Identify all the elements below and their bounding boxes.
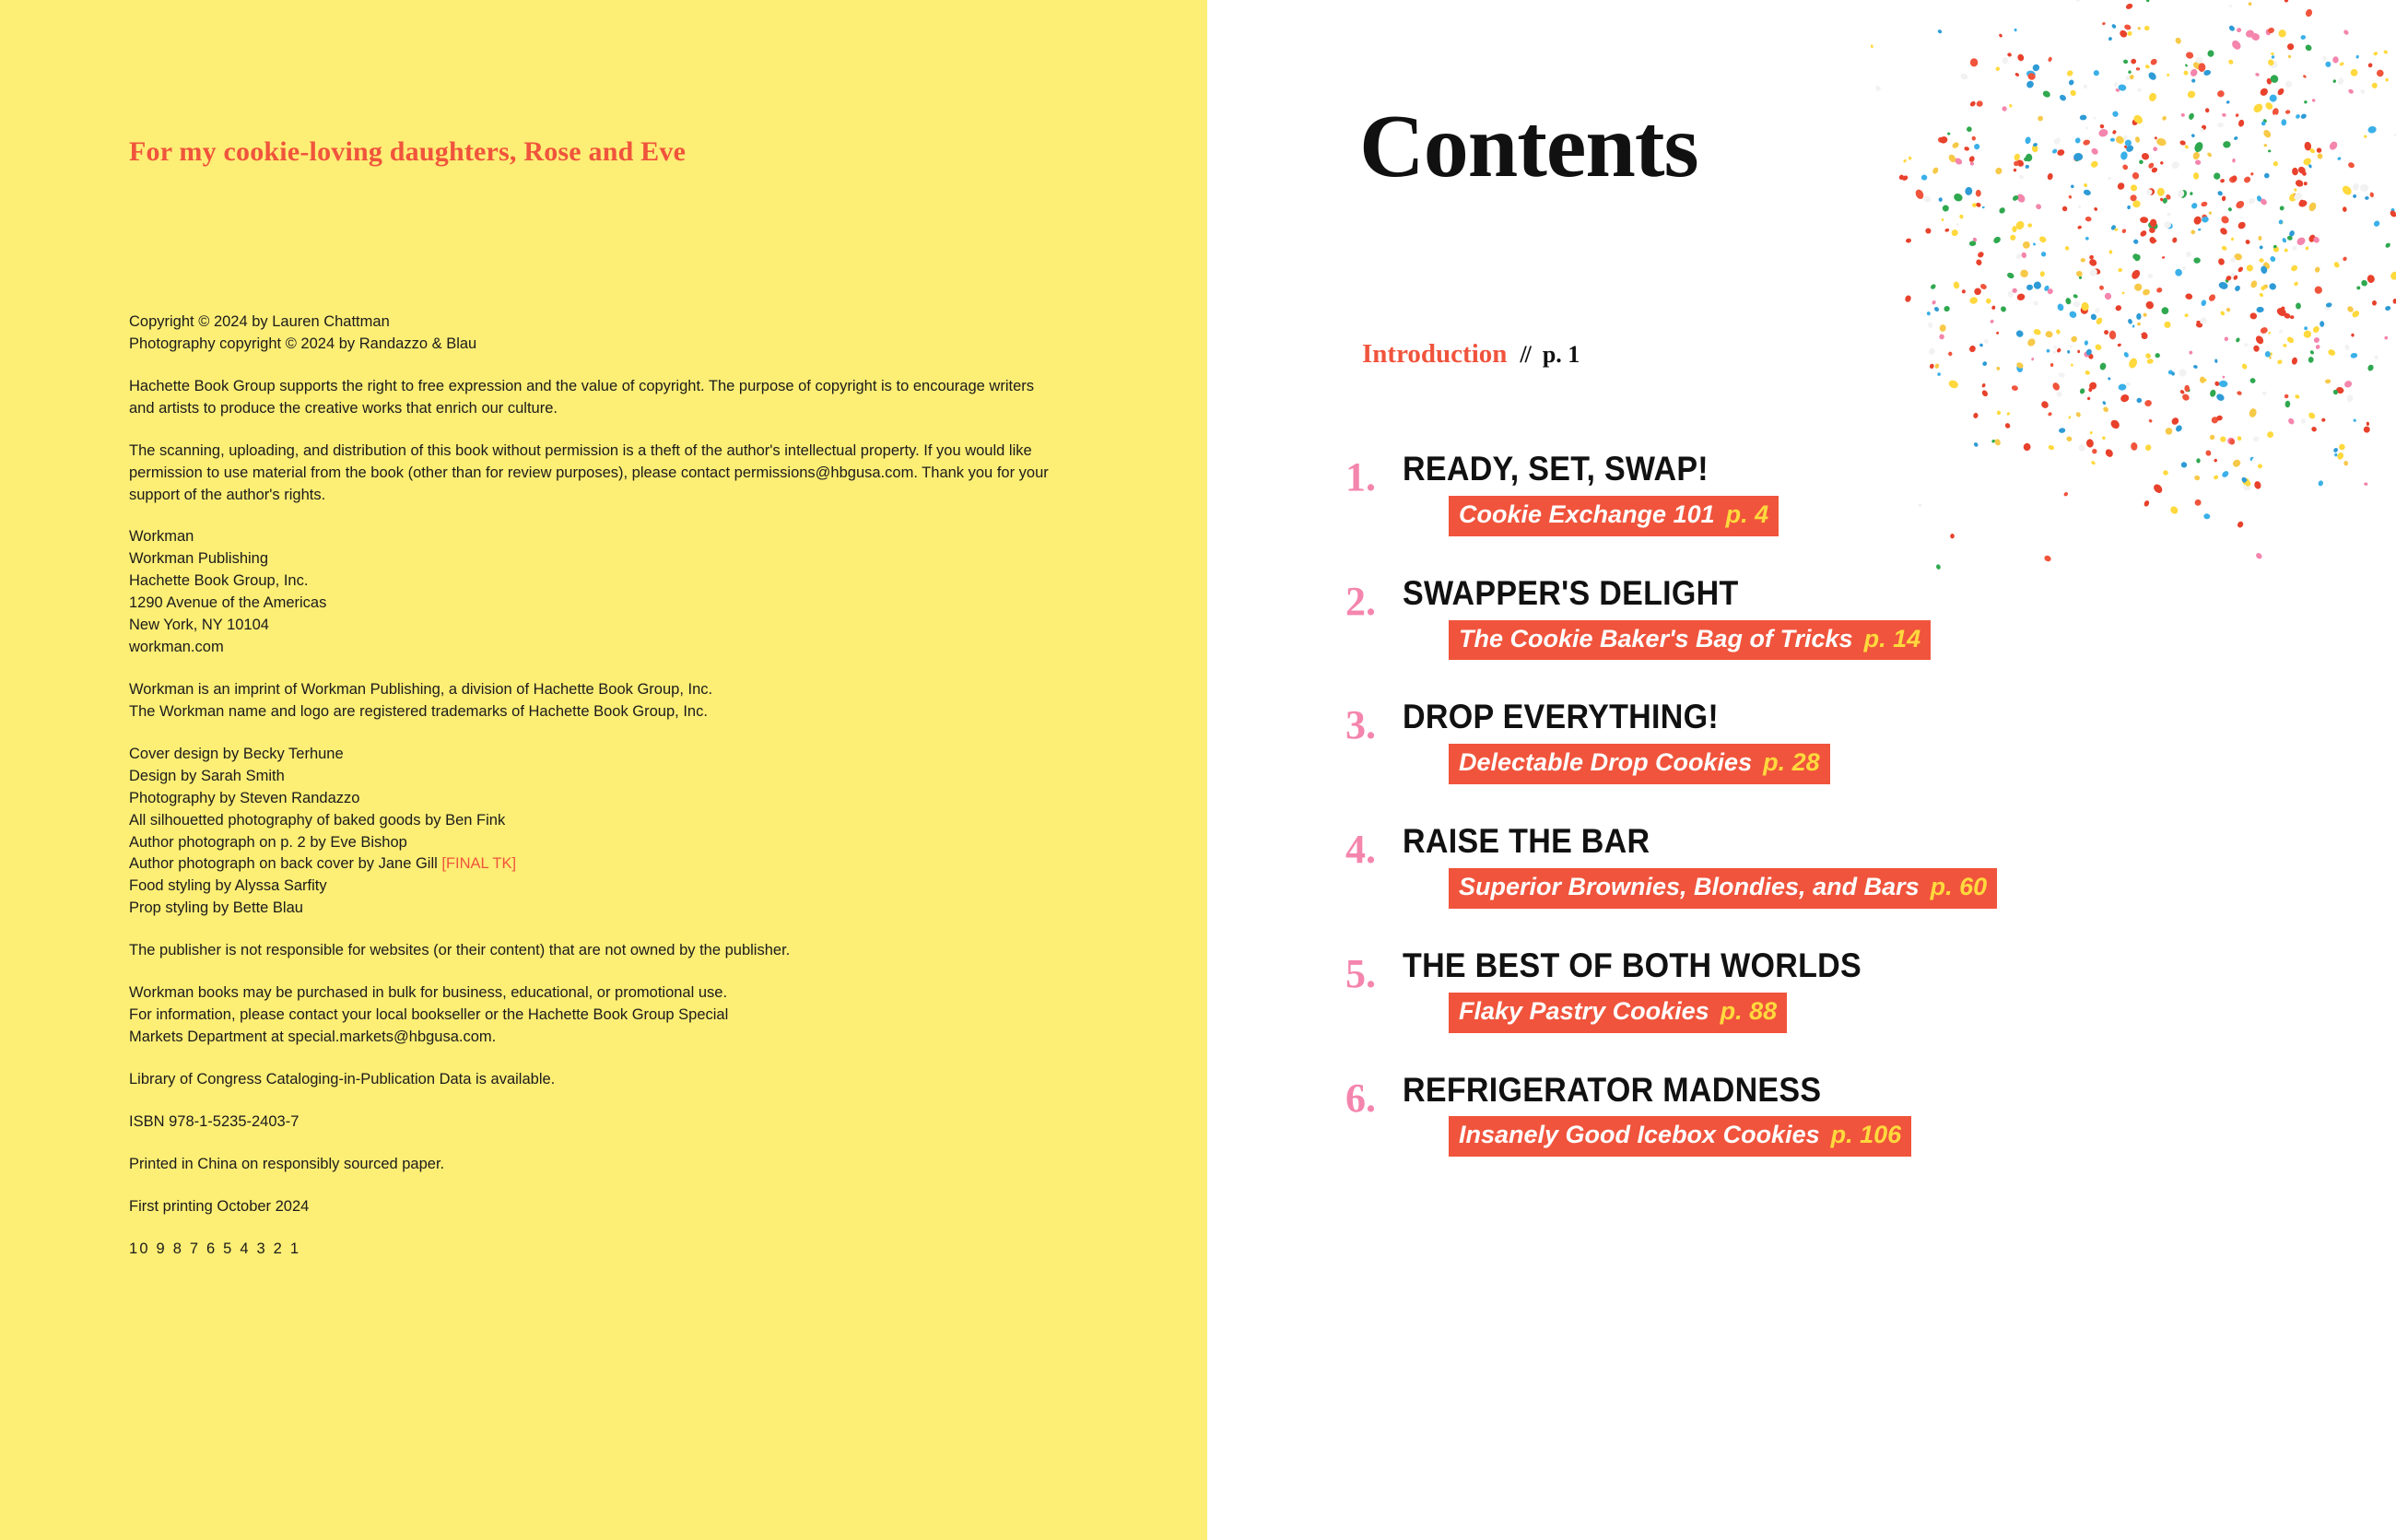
scanning-paragraph: The scanning, uploading, and distribution of this book without permission is a theft of the author's intellectual property. If you would like permission to use material from the book (other than for review purposes), please contact permissions@hbgusa.com. Thank you for your support of the author's rights. bbox=[129, 441, 1049, 503]
printed-in-line: Printed in China on responsibly sourced paper. bbox=[129, 1155, 445, 1172]
credit-author-photo-back-text: Author photograph on back cover by Jane Gill bbox=[129, 855, 442, 873]
imprint-line-1: Workman is an imprint of Workman Publishing, a division of Hachette Book Group, Inc. bbox=[129, 680, 713, 698]
introduction-page: p. 1 bbox=[1542, 341, 1580, 368]
toc-subtitle-wrap bbox=[1403, 496, 2322, 536]
toc-page-number: p. 28 bbox=[1763, 748, 1820, 777]
toc-entry-2[interactable] bbox=[1345, 573, 2322, 661]
toc-chapter-title: DROP EVERYTHING! bbox=[1403, 698, 1719, 736]
credit-prop-styling: Prop styling by Bette Blau bbox=[129, 899, 303, 917]
toc-subtitle-wrap bbox=[1403, 620, 2322, 661]
publisher-line-2: Workman Publishing bbox=[129, 550, 269, 568]
isbn-line: ISBN 978-1-5235-2403-7 bbox=[129, 1112, 300, 1130]
toc-page-number: p. 88 bbox=[1720, 996, 1778, 1025]
credit-design: Design by Sarah Smith bbox=[129, 767, 285, 784]
copyright-line-1: Copyright © 2024 by Lauren Chattman bbox=[129, 313, 390, 330]
toc-entry-3[interactable] bbox=[1345, 699, 2322, 784]
toc-entry-body bbox=[1403, 824, 2322, 909]
credit-author-photo-back bbox=[129, 853, 1060, 876]
publisher-line-5: New York, NY 10104 bbox=[129, 617, 269, 634]
toc-chapter-title: RAISE THE BAR bbox=[1403, 822, 1650, 861]
table-of-contents bbox=[1345, 452, 2322, 1196]
toc-page-number: p. 106 bbox=[1830, 1121, 1902, 1149]
loc-data-line: Library of Congress Cataloging-in-Publication Data is available. bbox=[129, 1070, 556, 1087]
toc-subtitle-highlight bbox=[1449, 496, 1779, 536]
publisher-line-1: Workman bbox=[129, 528, 194, 546]
publisher-address bbox=[129, 526, 1060, 659]
copyright-lines bbox=[129, 312, 1060, 356]
toc-chapter-title: THE BEST OF BOTH WORLDS bbox=[1403, 946, 1862, 984]
toc-number: 5. bbox=[1345, 950, 1376, 996]
toc-entry-body bbox=[1403, 948, 2322, 1033]
toc-number: 4. bbox=[1345, 827, 1376, 873]
toc-entry-5[interactable] bbox=[1345, 948, 2322, 1033]
toc-subtitle-highlight bbox=[1449, 744, 1830, 784]
publisher-line-3: Hachette Book Group, Inc. bbox=[129, 572, 309, 590]
toc-entry-6[interactable] bbox=[1345, 1070, 2322, 1158]
credit-photography: Photography by Steven Randazzo bbox=[129, 789, 360, 806]
bulk-line-1: Workman books may be purchased in bulk for business, educational, or promotional use. bbox=[129, 984, 728, 1002]
websites-disclaimer: The publisher is not responsible for websites (or their content) that are not owned by the publisher. bbox=[129, 942, 791, 959]
toc-subtitle-highlight bbox=[1449, 1116, 1911, 1157]
credit-author-photo: Author photograph on p. 2 by Eve Bishop bbox=[129, 833, 407, 851]
toc-subtitle-wrap bbox=[1403, 868, 2322, 909]
toc-entry-body bbox=[1403, 699, 2322, 784]
introduction-separator: // bbox=[1520, 341, 1530, 368]
credits-paragraph bbox=[129, 744, 1060, 920]
toc-page-number: p. 14 bbox=[1863, 624, 1921, 652]
toc-subtitle-text: Flaky Pastry Cookies bbox=[1459, 996, 1709, 1025]
print-run-line: 10 9 8 7 6 5 4 3 2 1 bbox=[129, 1240, 301, 1257]
toc-subtitle-text: The Cookie Baker's Bag of Tricks bbox=[1459, 624, 1853, 652]
bulk-line-3: Markets Department at special.markets@hbgusa.com. bbox=[129, 1028, 497, 1045]
toc-page-number: p. 60 bbox=[1930, 872, 1988, 900]
credit-food-styling: Food styling by Alyssa Sarfity bbox=[129, 877, 327, 895]
final-tk-note: [FINAL TK] bbox=[441, 855, 517, 873]
toc-entry-body bbox=[1403, 573, 2322, 661]
bulk-line-2: For information, please contact your local bookseller or the Hachette Book Group Special bbox=[129, 1006, 729, 1024]
toc-subtitle-text: Cookie Exchange 101 bbox=[1459, 500, 1715, 528]
toc-entry-1[interactable] bbox=[1345, 452, 2322, 536]
imprint-paragraph bbox=[129, 679, 1060, 723]
page-title: Contents bbox=[1359, 97, 1698, 196]
support-paragraph: Hachette Book Group supports the right to free expression and the value of copyright. The purpose of copyright is to encourage writers and artists to produce the creative works that enrich our culture. bbox=[129, 377, 1034, 417]
introduction-entry[interactable] bbox=[1362, 339, 1580, 370]
toc-subtitle-highlight bbox=[1449, 868, 1997, 909]
toc-chapter-title: SWAPPER'S DELIGHT bbox=[1403, 573, 1739, 612]
toc-subtitle-wrap bbox=[1403, 993, 2322, 1033]
toc-entry-4[interactable] bbox=[1345, 824, 2322, 909]
toc-subtitle-text: Delectable Drop Cookies bbox=[1459, 748, 1753, 777]
toc-subtitle-wrap bbox=[1403, 744, 2322, 784]
toc-subtitle-wrap bbox=[1403, 1116, 2322, 1157]
toc-entry-body bbox=[1403, 1070, 2322, 1158]
toc-number: 6. bbox=[1345, 1075, 1376, 1121]
imprint-line-2: The Workman name and logo are registered trademarks of Hachette Book Group, Inc. bbox=[129, 702, 708, 720]
introduction-label: Introduction bbox=[1362, 339, 1508, 369]
contents-page bbox=[1207, 0, 2396, 1540]
copyright-text-block bbox=[129, 312, 1060, 1261]
toc-subtitle-text: Insanely Good Icebox Cookies bbox=[1459, 1121, 1820, 1149]
toc-subtitle-highlight bbox=[1449, 993, 1787, 1033]
first-printing-line: First printing October 2024 bbox=[129, 1197, 310, 1215]
credit-cover-design: Cover design by Becky Terhune bbox=[129, 745, 344, 762]
toc-subtitle-text: Superior Brownies, Blondies, and Bars bbox=[1459, 872, 1920, 900]
copyright-line-2: Photography copyright © 2024 by Randazzo & Blau bbox=[129, 335, 477, 352]
toc-number: 3. bbox=[1345, 702, 1376, 748]
toc-page-number: p. 4 bbox=[1725, 500, 1769, 528]
publisher-line-4: 1290 Avenue of the Americas bbox=[129, 594, 327, 612]
publisher-website: workman.com bbox=[129, 639, 224, 656]
dedication-text: For my cookie-loving daughters, Rose and Eve bbox=[129, 136, 687, 167]
toc-number: 2. bbox=[1345, 578, 1376, 624]
toc-number: 1. bbox=[1345, 454, 1376, 500]
bulk-purchase-paragraph bbox=[129, 982, 1060, 1049]
toc-chapter-title: REFRIGERATOR MADNESS bbox=[1403, 1070, 1822, 1109]
credit-silhouette-photography: All silhouetted photography of baked goods by Ben Fink bbox=[129, 811, 506, 829]
toc-chapter-title: READY, SET, SWAP! bbox=[1403, 450, 1709, 488]
toc-subtitle-highlight bbox=[1449, 620, 1931, 661]
toc-entry-body bbox=[1403, 452, 2322, 536]
